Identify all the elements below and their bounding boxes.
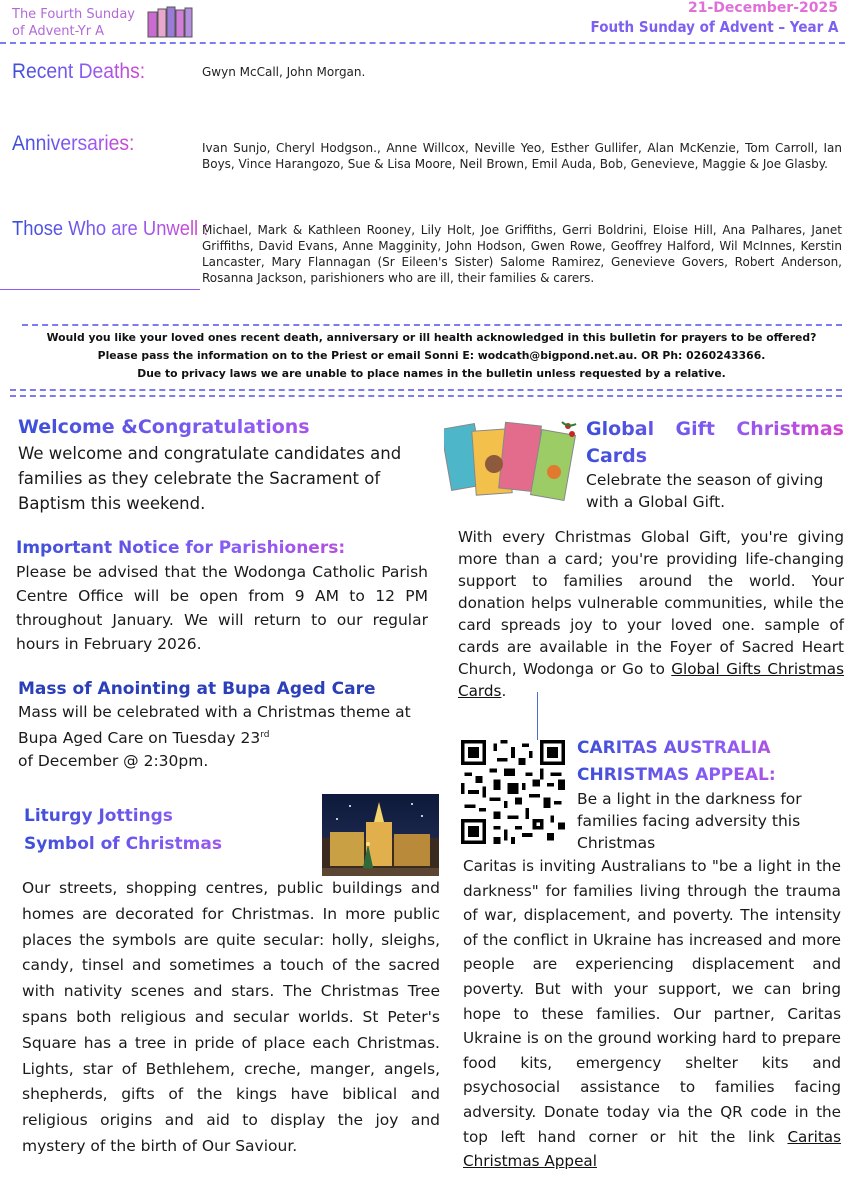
caritas-body-text: Caritas is inviting Australians to "be a light in the darkness" for families living through the trauma of war, displacement, and poverty. The intensity of the conflict in Ukraine has increased and more people are experiencing displacement and poverty. But with your support, we can bring hope to these families. Our partner, Caritas Ukraine is on the ground working hard to prepare food kits, emergency shelter kits and psychosocial assistance to families facing adversity. Donate today via the QR code in the top left hand corner or hit the link	[463, 857, 841, 1146]
header-divider	[0, 42, 845, 44]
mass-body-post: of December @ 2:30pm.	[18, 752, 209, 771]
christmas-cards-image	[444, 416, 580, 506]
global-gift-title: Global Gift Christmas Cards	[586, 416, 844, 470]
global-gift-intro: Celebrate the season of giving with a Global Gift.	[586, 471, 824, 511]
recent-deaths-label: Recent Deaths:	[12, 60, 146, 83]
unwell-names: Michael, Mark & Kathleen Rooney, Lily Holt, Joe Griffiths, Gerri Boldrini, Eloise Hill, Ana Palhares, Janet Griffiths, David Evans, Anne Magginity, John Hodson, Gwen Rowe, Geoffrey Halford, Wil McInnes, Kerstin Lancaster, Mary Flannagan (Sr Eileen's Sister) Salome Ramirez, Genevieve Govers, Robert Anderson, Rosanna Jackson, parishioners who are ill, their families & carers.	[202, 223, 842, 285]
anniversaries-names: Ivan Sunjo, Cheryl Hodgson., Anne Willcox, Neville Yeo, Esther Gullifer, Alan McKenzie, Tom Carroll, Ian Boys, Vince Harangozo, Sue & Lisa Moore, Neil Brown, Emil Auda, Bob, Genevieve, Maggie & Joe Glasby.	[202, 141, 842, 171]
global-gift-body-text: With every Christmas Global Gift, you're giving more than a card; you're providing life-changing support to families around the world. Your donation helps vulnerable communities, while the card spreads joy to your loved one. sample of cards are available in the Foyer of Sacred Heart Church, Wodonga or Go to	[458, 528, 844, 678]
unwell-label: Those Who are Unwell :	[12, 218, 209, 240]
caritas-title-1: CARITAS AUSTRALIA	[577, 735, 837, 762]
header-subtitle	[590, 18, 838, 36]
welcome-title: Welcome &Congratulations	[18, 416, 430, 438]
books-icon	[147, 6, 193, 38]
unwell-rule	[0, 289, 200, 290]
notice-divider-bottom-1	[10, 389, 842, 391]
church-night-image	[322, 794, 439, 876]
header-title-left	[12, 6, 147, 40]
liturgy-title-1: Liturgy Jottings	[24, 802, 324, 830]
header-title-text: The Fourth Sunday of Advent-Yr A	[12, 7, 135, 39]
liturgy-body: Our streets, shopping centres, public buildings and homes are decorated for Christmas. In more public places the symbols are quite secular: holly, sleighs, candy, tinsel and sometimes a touch of the sacred with nativity scenes and stars. The Christmas Tree spans both religious and secular worlds. St Peter's Square has a tree in pride of place each Christmas. Lights, star of Bethlehem, creche, manger, angels, shepherds, gifts of the kings have biblical and religious origins and aid to display the joy and mystery of the birth of Our Saviour.	[22, 879, 440, 1155]
date-text: 21-December-2025	[688, 0, 838, 16]
recent-deaths-names: Gwyn McCall, John Morgan.	[202, 65, 366, 79]
caritas-title	[577, 735, 837, 789]
mass-body-pre: Mass will be celebrated with a Christmas theme at Bupa Aged Care on Tuesday 23	[18, 703, 411, 748]
notice-divider-top	[22, 324, 842, 326]
mass-body	[18, 701, 430, 773]
important-body: Please be advised that the Wodonga Catholic Parish Centre Office will be open from 9 AM to 12 PM throughout January. We will return to our regular hours in February 2026.	[16, 563, 428, 653]
mass-section	[18, 679, 430, 773]
caritas-title-2: CHRISTMAS APPEAL:	[577, 762, 837, 789]
caritas-intro: Be a light in the darkness for families facing adversity this Christmas	[577, 790, 802, 852]
welcome-section	[18, 416, 430, 516]
global-gift-link-tail: .	[501, 682, 507, 700]
important-section	[16, 538, 428, 656]
important-title: Important Notice for Parishioners:	[16, 538, 428, 558]
caritas-body	[463, 854, 841, 1174]
notice-divider-bottom-2	[10, 395, 842, 397]
global-gifts-link[interactable]: Global Gifts Christmas Cards	[458, 660, 844, 700]
caritas-qr-code[interactable]	[461, 740, 565, 844]
mass-title: Mass of Anointing at Bupa Aged Care	[18, 679, 376, 699]
notice-box	[0, 329, 863, 383]
anniversaries-label: Anniversaries:	[12, 132, 135, 155]
notice-line-1: Would you like your loved ones recent death, anniversary or ill health acknowledged in this bulletin for prayers to be offered?	[46, 331, 817, 344]
caritas-christmas-appeal-link[interactable]: Caritas Christmas Appeal	[463, 1127, 842, 1171]
mass-body-sup: rd	[260, 730, 270, 740]
notice-line-2: Please pass the information on to the Priest or email Sonni E: wodcath@bigpond.net.au. OR Ph: 0260243366.	[97, 349, 766, 362]
header-date	[688, 0, 838, 16]
liturgy-title-2: Symbol of Christmas	[24, 830, 324, 858]
welcome-body: We welcome and congratulate candidates and families as they celebrate the Sacrament of Baptism this weekend.	[18, 444, 402, 513]
subtitle-text: Fouth Sunday of Advent – Year A	[590, 18, 838, 36]
notice-line-3: Due to privacy laws we are unable to place names in the bulletin unless requested by a relative.	[137, 367, 726, 380]
liturgy-title	[24, 802, 324, 858]
global-gift-body	[458, 526, 844, 702]
